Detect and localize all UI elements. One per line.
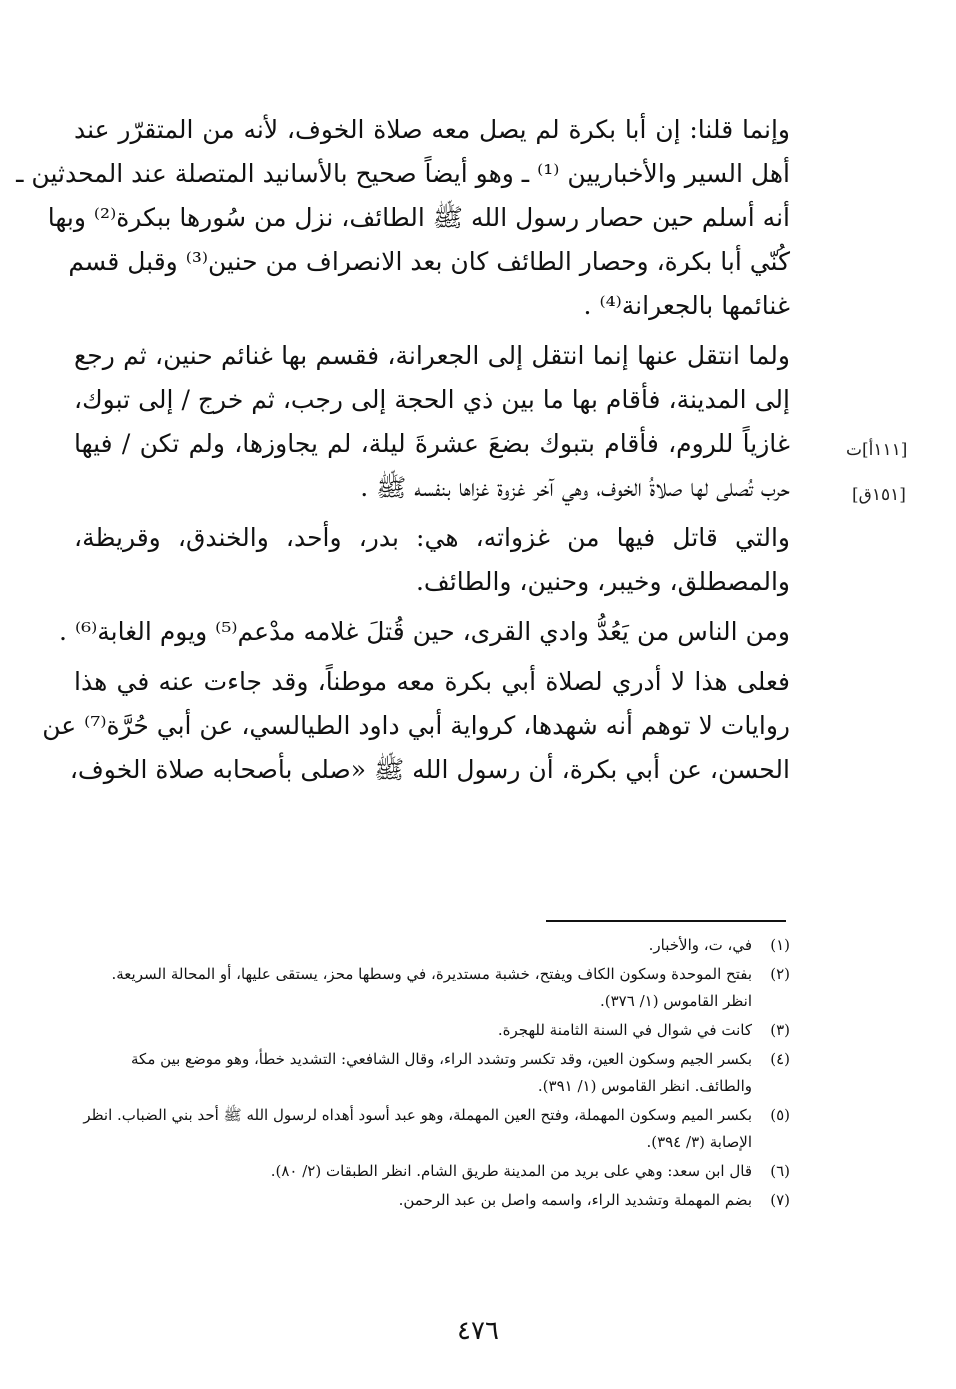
footnote-number: (٥) — [770, 1106, 790, 1124]
footnote-number: (٢) — [770, 965, 790, 983]
paragraph-3 — [74, 516, 790, 604]
text-line: غنائمها بالجعرانة⁽⁴⁾ . — [583, 291, 790, 320]
footnote — [76, 1187, 790, 1214]
footnote — [76, 932, 790, 959]
paragraph-4 — [59, 610, 790, 654]
footnote-number: (٤) — [770, 1050, 790, 1068]
manuscript-margin-note-q: [١٥١ق] — [852, 485, 906, 505]
footnote-line: بكسر الجيم وسكون العين، وقد تكسر وتشدد الراء، وقال الشافعي: التشديد خطأ، وهو موضع بين مكة — [131, 1050, 752, 1068]
paragraph-1 — [16, 108, 790, 328]
footnote — [76, 961, 790, 1015]
footnote-line: بضم المهملة وتشديد الراء، واسمه واصل بن عبد الرحمن. — [398, 1191, 752, 1209]
footnote-text — [76, 961, 752, 1015]
footnote-text — [76, 1017, 752, 1044]
footnote-text — [76, 1102, 752, 1156]
footnote-line: بفتح الموحدة وسكون الكاف ويفتح، خشبة مستديرة، في وسطها محز، يستقى عليها، أو المحالة السريعة. — [111, 965, 752, 983]
footnote — [76, 1017, 790, 1044]
footnote-line: في، ت، والأخبار. — [648, 936, 752, 954]
footnote — [76, 1158, 790, 1185]
footnote-number: (١) — [770, 936, 790, 954]
text-line: والتي قاتل فيها من غزواته، هي: بدر، وأحد، والخندق، وقريظة، — [74, 523, 790, 552]
text-line: ومن الناس من يَعُدُّ وادي القرى، حين قُتلَ غلامه مدْعم⁽⁵⁾ ويوم الغابة⁽⁶⁾ . — [59, 617, 790, 646]
text-line: روايات لا توهم أنه شهدها، كرواية أبي داود الطيالسي، عن أبي حُرَّة⁽⁷⁾ عن — [42, 711, 790, 740]
text-line: ولما انتقل عنها إنما انتقل إلى الجعرانة، فقسم بها غنائم حنين، ثم رجع — [74, 341, 790, 370]
text-line: الحسن، عن أبي بكرة، أن رسول الله ﷺ «صلى بأصحابه صلاة الخوف، — [69, 755, 790, 784]
footnote-text — [76, 1158, 752, 1185]
footnote-text — [76, 1187, 752, 1214]
footnote-number: (٣) — [770, 1021, 790, 1039]
main-body-text — [16, 108, 790, 798]
text-line: والمصطلق، وخيبر، وحنين، والطائف. — [415, 567, 790, 596]
page-number: ٤٧٦ — [457, 1316, 499, 1346]
footnote-line: قال ابن سعد: وهي على بريد من المدينة طريق الشام. انظر الطبقات (٢/ ٨٠). — [270, 1162, 752, 1180]
footnote-text — [76, 932, 752, 959]
footnote-line: كانت في شوال في السنة الثامنة للهجرة. — [497, 1021, 752, 1039]
footnote-line: الإصابة (٣/ ٣٩٤). — [646, 1133, 752, 1151]
text-line: فعلى هذا لا أدري لصلاة أبي بكرة معه موطناً، وقد جاءت عنه في هذا — [74, 667, 790, 696]
paragraph-2 — [74, 334, 790, 510]
footnote-text — [76, 1046, 752, 1100]
footnote-line: انظر القاموس (١/ ٣٧٦). — [600, 992, 752, 1010]
text-line: أنه أسلم حين حصار رسول الله ﷺ الطائف، نزل من سُورها ببكرة⁽²⁾ وبها — [47, 203, 790, 232]
text-line: إلى المدينة، فأقام بها ما بين ذي الحجة إلى رجب، ثم خرج / إلى تبوك، — [74, 385, 790, 414]
footnotes — [76, 932, 790, 1216]
text-line: أهل السير والأخباريين ⁽¹⁾ ـ وهو أيضاً صحيح بالأسانيد المتصلة عند المحدثين ـ — [16, 159, 790, 188]
text-line: حرب تُصلى لها صلاةُ الخوف، وهي آخر غزوة غزاها بنفسه ﷺ . — [360, 473, 790, 502]
manuscript-margin-note-t: [١١١أ]ت — [846, 440, 908, 460]
footnote-number: (٦) — [770, 1162, 790, 1180]
footnote — [76, 1046, 790, 1100]
text-line: وإنما قلنا: إن أبا بكرة لم يصل معه صلاة الخوف، لأنه من المتقرّر عند — [74, 115, 790, 144]
text-line: غازياً للروم، فأقام بتبوك بضعَ عشرةَ ليلة، لم يجاوزها، ولم تكن / فيها — [74, 429, 790, 458]
footnote-number: (٧) — [770, 1191, 790, 1209]
footnote-line: بكسر الميم وسكون المهملة، وفتح العين المهملة، وهو عبد أسود أهداه لرسول الله ﷺ أحد بني الضباب. انظر — [83, 1106, 752, 1124]
paragraph-5 — [42, 660, 790, 792]
footnote-line: والطائف. انظر القاموس (١/ ٣٩١). — [537, 1077, 752, 1095]
footnote — [76, 1102, 790, 1156]
footnote-divider — [546, 920, 786, 922]
text-line: كُنّي أبا بكرة، وحصار الطائف كان بعد الانصراف من حنين⁽³⁾ وقبل قسم — [68, 247, 790, 276]
